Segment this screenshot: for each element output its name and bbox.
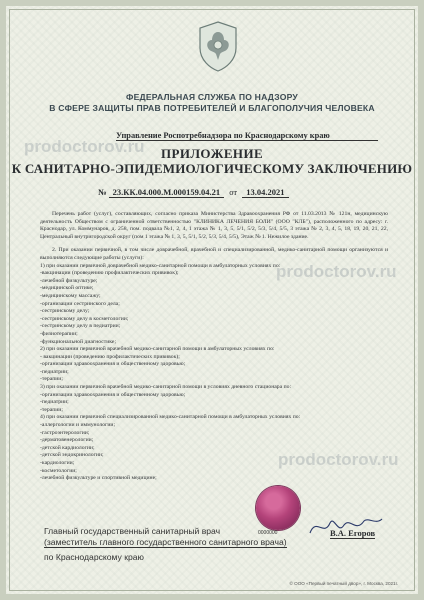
list-item: -медицинскому массажу; (40, 292, 101, 299)
date-label: от (229, 187, 238, 197)
works-paragraph: 2. При оказании первичной, в том числе доврачебной, врачебной и специализированной, медико-санитарной помощи организуются и выполняются следующие работы (услуги): (40, 247, 388, 261)
list-item: -терапии; (40, 376, 63, 383)
document-date: 13.04.2021 (242, 187, 288, 198)
list-item: -функциональной диагностике; (40, 338, 117, 345)
intro-paragraph: Перечень работ (услуг), составляющих, согласно приказа Министерства Здравоохранения РФ от 11.03.2013 № 121н, медицинскую деятельность Обществом с ограниченной ответственностью "КЛИНИКА ЛЕЧЕНИЯ БОЛИ" (ООО "КЛБ"), расположенного по адресу: г. Краснодар, ул. Коммунаров, д. 258, пом. подвала №1, 2, 4, 1 этажа № 1, 3, 5, 5/1, 5/2, 5/3, 5/4, 5/5, 3 этажа № 2, 3, 4, 5, 18, 19, 20, 21, 22, Центральный внутригородской округ (пом 1 этажа № 1, 3, 5, 5/1, 5/2, 5/3, 5/4, 5/5), Этаж № 1. Нежилое здание. (40, 211, 388, 240)
list-item: -детской кардиологии; (40, 444, 95, 451)
list-item: -дерматовенерологии; (40, 437, 94, 444)
list-item: -аллергологии и иммунологии; (40, 422, 116, 429)
list-item: -медицинской оптике; (40, 285, 94, 292)
list-item: -терапии; (40, 406, 63, 413)
signatory-title-line2: (заместитель главного государственного санитарного врача) (44, 537, 287, 547)
coat-of-arms-icon (192, 18, 244, 74)
watermark: prodoctorov.ru (276, 262, 397, 281)
document-title-line1: ПРИЛОЖЕНИЕ (160, 146, 264, 161)
list-item: -вакцинации (проведению профилактических прививок); (40, 270, 179, 277)
agency-name-line1: ФЕДЕРАЛЬНАЯ СЛУЖБА ПО НАДЗОРУ (126, 92, 298, 102)
list-item: - вакцинации (проведению профилактических прививок); (40, 353, 180, 360)
list-item: -сестринскому делу в косметологии; (40, 315, 129, 322)
signatory-title-line1: Главный государственный санитарный врач (44, 526, 221, 536)
list-item: -сестринскому делу; (40, 308, 90, 315)
list-item: -педиатрии; (40, 399, 69, 406)
list-item: -организации здравоохранения и общественному здоровью; (40, 391, 186, 398)
signatory-title-line3: по Краснодарскому краю (44, 552, 144, 562)
list-item: -гастроэнтерологии; (40, 429, 90, 436)
list-item: -педиатрии; (40, 368, 69, 375)
list-item: -организации сестринского дела; (40, 300, 120, 307)
list-item: -физиотерапии; (40, 330, 78, 337)
watermark: prodoctorov.ru (24, 137, 145, 156)
list-item: -лечебной физкультуре; (40, 277, 98, 284)
list-item: -детской эндокринологии; (40, 452, 104, 459)
list-item: 3) при оказании первичной врачебной медико-санитарной помощи в условиях дневного стационара по: (40, 384, 292, 391)
document-body (40, 211, 388, 483)
list-item: -косметологии; (40, 467, 77, 474)
stamp-number: 0000000 (258, 530, 278, 536)
document-number: 23.КК.04.000.М.000159.04.21 (109, 187, 224, 198)
list-item: 2) при оказании первичной врачебной медико-санитарной помощи в амбулаторных условиях по: (40, 346, 275, 353)
list-item: -организации здравоохранения и общественному здоровью; (40, 361, 186, 368)
signatory-name: В.А. Егоров (330, 528, 376, 538)
printer-footer: © ООО «Первый печатный двор», г. Москва, 2021г. (289, 581, 398, 586)
number-label: № (98, 187, 107, 197)
document-number-line (98, 187, 289, 198)
hologram-stamp-icon (256, 486, 300, 530)
list-item: -сестринскому делу в педиатрии; (40, 323, 121, 330)
list-item: 4) при оказании первичной специализированной медико-санитарной помощи в амбулаторных условиях по: (40, 414, 301, 421)
watermark: prodoctorov.ru (278, 450, 399, 469)
list-item: 1) при оказании первичной доврачебной медико-санитарной помощи в амбулаторных условиях по: (40, 262, 281, 269)
department-name: Управление Роспотребнадзора по Краснодарскому краю (116, 131, 378, 141)
document-title-line2: К САНИТАРНО-ЭПИДЕМИОЛОГИЧЕСКОМУ ЗАКЛЮЧЕНИЮ (11, 161, 413, 176)
list-item: -лечебной физкультуре и спортивной медицине; (40, 475, 157, 482)
list-item: -кардиологии; (40, 460, 75, 466)
agency-name-line2: В СФЕРЕ ЗАЩИТЫ ПРАВ ПОТРЕБИТЕЛЕЙ И БЛАГОПОЛУЧИЯ ЧЕЛОВЕКА (49, 103, 375, 113)
